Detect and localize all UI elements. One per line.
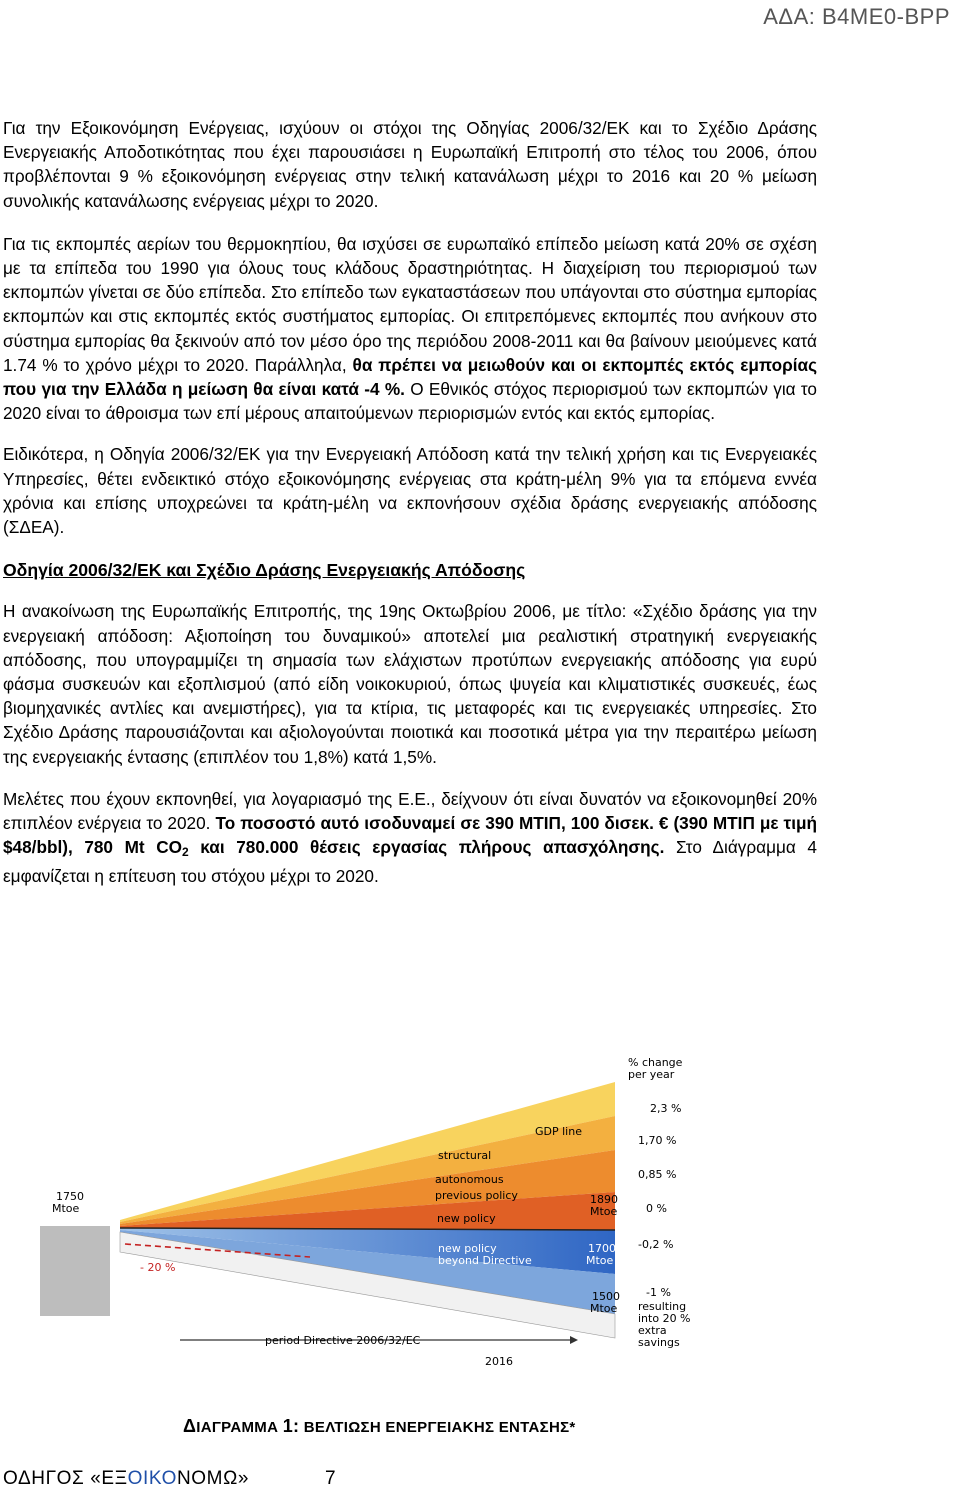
left-value-label: 1750 bbox=[56, 1190, 84, 1203]
page-number: 7 bbox=[324, 1468, 337, 1489]
studies-text: Μελέτες που έχουν εκπονηθεί, για λογαριασμό της Ε.Ε., δείχνουν ότι είναι δυνατόν να εξοικονομηθεί 20% επιπλέον ενέργεια το 2020. bbox=[3, 788, 817, 834]
band-label-beyond: beyond Directive bbox=[438, 1254, 532, 1267]
emissions-text: Για τις εκπομπές αερίων του θερμοκηπίου, θα ισχύσει σε ευρωπαϊκό επίπεδο μείωση κατά 20% σε σχέση με τα επίπεδα του 1990 για όλους τους κλάδους δραστηριότητας. Η διαχείριση του περιορισμού των εκπομπών γίνεται σε δύο επίπεδα. Στο επίπεδο των εγκαταστάσεων που υπάγονται στο σύστημα εμπορίας εκπομπών και στις εκπομπές εκτός συστήματος εμπορίας. Οι επιτρεπόμενες εκπομπές που ανήκουν στο σύστημα εμπορίας θα ξεκινούν από τον μέσο όρο της περιόδου 2008-2011 και θα βαίνουν μειούμενες κατά 1.74 % το χρόνο μέχρι το 2020. Παράλληλα, bbox=[3, 233, 817, 375]
pct-header-1: % change bbox=[628, 1056, 683, 1069]
band-label-gdp: GDP line bbox=[535, 1125, 582, 1138]
right-unit-1890: Mtoe bbox=[590, 1205, 618, 1218]
pct-value-4: -0,2 % bbox=[638, 1238, 674, 1251]
right-unit-1700: Mtoe bbox=[586, 1254, 614, 1267]
energy-intensity-diagram bbox=[30, 1052, 730, 1387]
right-value-1890: 1890 bbox=[590, 1193, 618, 1206]
period-label: period Directive 2006/32/EC bbox=[265, 1334, 421, 1347]
savings-note-2: into 20 % bbox=[638, 1312, 691, 1325]
band-label-autonomous: autonomous bbox=[435, 1173, 504, 1186]
year-label: 2016 bbox=[485, 1355, 513, 1368]
pct-value-3: 0 % bbox=[646, 1202, 667, 1215]
paragraph-energy-saving: Για την Εξοικονόμηση Ενέργειας, ισχύουν οι στόχοι της Οδηγίας 2006/32/ΕΚ και το Σχέδιο Δράσης Ενεργειακής Αποδοτικότητας που έχει παρουσιάσει η Ευρωπαϊκή Επιτροπή στο τέλος του 2006, όπου προβλέπονται 9 % εξοικονόμηση ενέργειας στην τελική κατανάλωση μέχρι το 2016 και 20 % μείωση συνολικής κατανάλωσης ενέργειας μέχρι το 2020. bbox=[3, 118, 817, 211]
band-label-new-policy: new policy bbox=[437, 1212, 496, 1225]
pct-header-2: per year bbox=[628, 1068, 675, 1081]
left-block bbox=[40, 1226, 110, 1316]
band-label-new-policy-2: new policy bbox=[438, 1242, 497, 1255]
band-label-structural: structural bbox=[438, 1149, 492, 1162]
pct-value-0: 2,3 % bbox=[650, 1102, 682, 1115]
right-unit-1500: Mtoe bbox=[590, 1302, 618, 1315]
right-value-1700: 1700 bbox=[588, 1242, 616, 1255]
document-body bbox=[3, 116, 817, 889]
paragraph-studies bbox=[3, 787, 817, 889]
reduction-label: - 20 % bbox=[140, 1261, 176, 1274]
studies-equivalence: Το ποσοστό αυτό ισοδυναμεί σε 390 ΜΤΙΠ, 100 δισεκ. € (390 ΜΤΙΠ με τιμή $48/bbl), 780 Mt $CO_2$ και 780.000 θέσεις εργασίας πλήρους απασχόλησης. bbox=[3, 813, 817, 860]
paragraph-directive: Ειδικότερα, η Οδηγία 2006/32/ΕΚ για την Ενεργειακή Απόδοση κατά την τελική χρήση και τις Ενεργειακές Υπηρεσίες, θέτει ενδεικτικό στόχο εξοικονόμησης ενέργειας στα κράτη-μέλη 9% για τα επόμενα εννέα χρόνια και επίσης υποχρεώνει τα κράτη-μέλη να εκπονήσουν σχέδια δράσης ενεργειακής απόδοσης (ΣΔΕΑ). bbox=[3, 444, 817, 538]
pct-value-5: -1 % bbox=[646, 1286, 671, 1299]
paragraph-action-plan: Η ανακοίνωση της Ευρωπαϊκής Επιτροπής, της 19ης Οκτωβρίου 2006, με τίτλο: «Σχέδιο δράσης για την ενεργειακή απόδοση: Αξιοποίηση του δυναμικού» αποτελεί μια ρεαλιστική στρατηγική ενεργειακής απόδοσης, που υπογραμμίζει τη σημασία των ελάχιστων προτύπων ενεργειακής απόδοσης για ευρύ φάσμα συσκευών και εξοπλισμού (από είδη νοικοκυριού, όπως ψυγεία και κλιματιστικές συσκευές, έως βιομηχανικές αντλίες και ανεμιστήρες), για τα κτίρια, τις μεταφορές και τις ενεργειακές υπηρεσίες. Στο Σχέδιο Δράσης παρουσιάζονται και αξιολογούνται ποιοτικά και ποσοτικά μέτρα για την περαιτέρω μείωση της ενεργειακής έντασης (επιπλέον του 1,8%) κατά 1,5%. bbox=[3, 601, 817, 767]
savings-note-1: resulting bbox=[638, 1300, 687, 1313]
diagram-caption: ΔΙΑΓΡΑΜΜΑ 1: ΒΕΛΤΙΩΣΗ ΕΝΕΡΓΕΙΑΚΗΣ ΕΝΤΑΣΗΣ* bbox=[183, 1416, 576, 1436]
document-code: ΑΔΑ: Β4ΜΕ0-ΒΡΡ bbox=[763, 4, 950, 29]
right-value-1500: 1500 bbox=[592, 1290, 620, 1303]
diagram-svg bbox=[30, 1052, 730, 1387]
emissions-greece-target: θα πρέπει να μειωθούν και οι εκπομπές εκτός εμπορίας που για την Ελλάδα η μείωση θα είναι κατά -4 %. bbox=[3, 354, 818, 400]
page-footer: ΟΔΗΓΟΣ «ΕΞΟΙΚΟΝΟΜΩ» 7 bbox=[3, 1468, 337, 1489]
band-label-previous: previous policy bbox=[435, 1189, 518, 1202]
emissions-national-target: Ο Εθνικός στόχος περιορισμού των εκπομπών για το 2020 είναι το άθροισμα των επί μέρους απαιτούμενων περιορισμών εντός και εκτός εμπορίας. bbox=[3, 379, 817, 424]
section-heading: Οδηγία 2006/32/ΕΚ και Σχέδιο Δράσης Ενεργειακής Απόδοσης bbox=[3, 560, 526, 581]
studies-diagram-ref: Στο Διάγραμμα 4 εμφανίζεται η επίτευση του στόχου μέχρι το 2020. bbox=[3, 837, 817, 887]
paragraph-emissions bbox=[3, 232, 817, 426]
savings-note-4: savings bbox=[638, 1336, 680, 1349]
pct-value-2: 0,85 % bbox=[638, 1168, 677, 1181]
left-unit-label: Mtoe bbox=[52, 1202, 80, 1215]
pct-value-1: 1,70 % bbox=[638, 1134, 677, 1147]
savings-note-3: extra bbox=[638, 1324, 667, 1337]
